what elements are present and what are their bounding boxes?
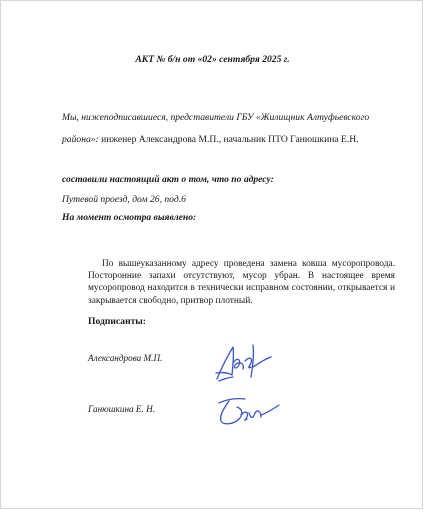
findings-line: Посторонние запахи отсутствуют, мусор убран. В настоящее время xyxy=(88,271,395,282)
intro-line-2 xyxy=(62,135,359,145)
intro-line-2-italic: района»: xyxy=(62,134,99,145)
findings-line: По вышеуказанному адресу проведена замена ковша мусоропровода. xyxy=(102,259,395,269)
act-title: АКТ № б/н от «02» сентября 2025 г. xyxy=(135,54,290,65)
intro-line-1: Мы, нижеподписавшиеся, представители ГБУ «Жилищник Алтуфьевского xyxy=(62,112,370,123)
heading-found: На момент осмотра выявлено: xyxy=(62,212,197,223)
intro-line-2-rest: инженер Александрова М.П., начальник ПТО Ганюшкина Е.Н. xyxy=(98,134,359,145)
signer-name-2: Ганюшкина Е. Н. xyxy=(88,404,156,414)
signer-name-1: Александрова М.П. xyxy=(88,353,163,363)
address-text: Путевой проезд, дом 26, под.6 xyxy=(62,194,186,205)
heading-address: составили настоящий акт о том, что по адресу: xyxy=(62,174,274,185)
findings-line: мусоропровод находится в технически исправном состоянии, открывается и xyxy=(88,283,395,294)
findings-line: закрывается свободно, притвор плотный. xyxy=(88,295,253,306)
signature-1-image xyxy=(207,339,275,385)
findings-paragraph xyxy=(88,258,395,307)
signers-heading: Подписанты: xyxy=(88,316,146,327)
signature-2-image xyxy=(209,393,283,429)
